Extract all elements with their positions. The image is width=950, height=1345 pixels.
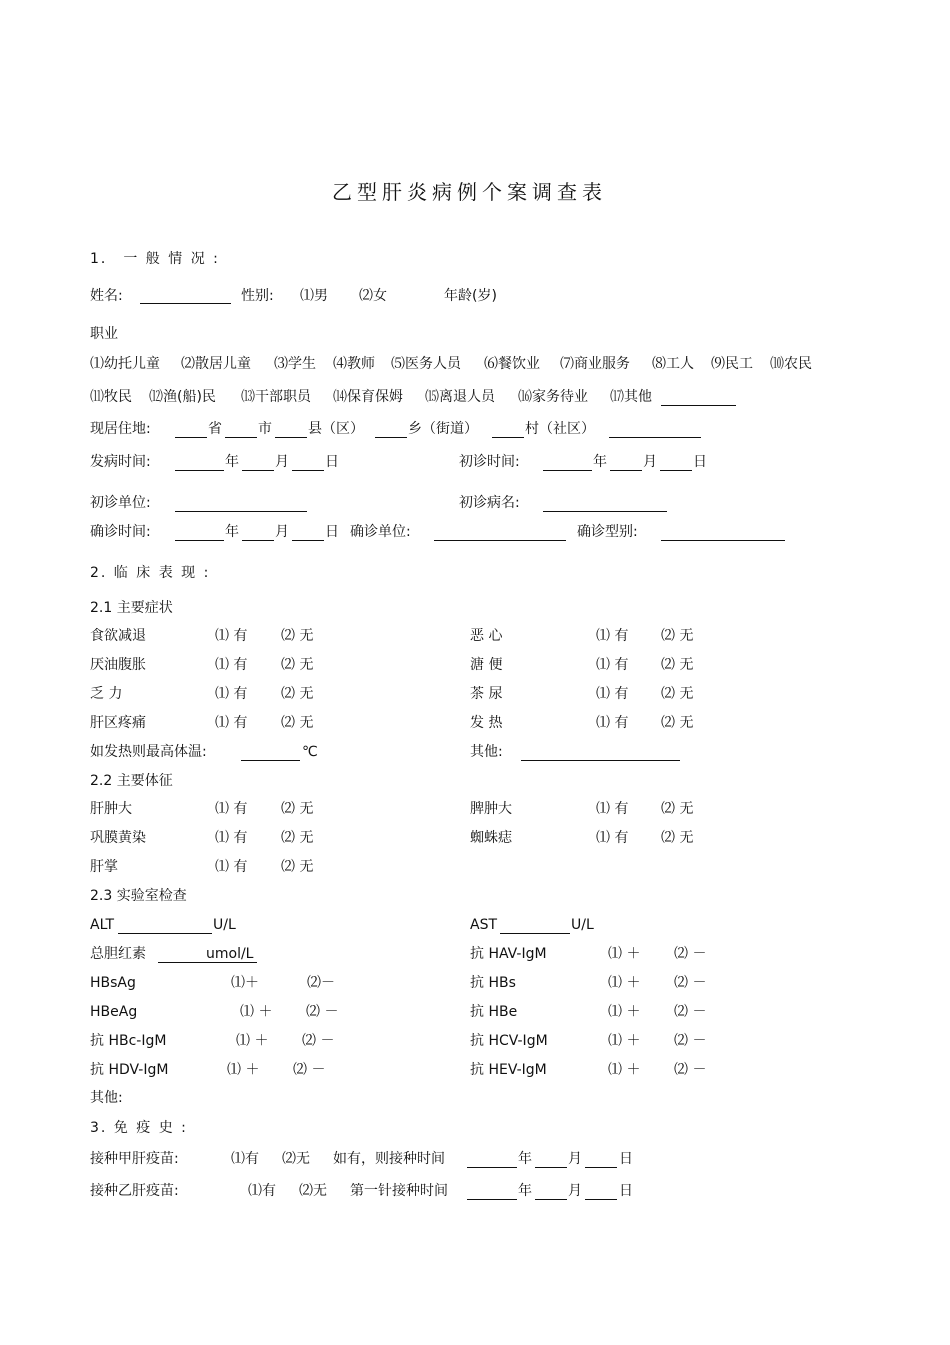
hbv-first-dose-label: 第一针接种时间	[350, 1183, 448, 1199]
ast-label: AST	[470, 917, 498, 933]
town-field[interactable]	[375, 423, 407, 438]
lab-option-positive[interactable]: ⑴ ＋	[608, 1033, 641, 1049]
symptom-option-yes[interactable]: ⑴ 有	[596, 657, 629, 673]
province-label: 省	[208, 421, 222, 437]
sign-option-no[interactable]: ⑵ 无	[281, 859, 314, 875]
symptom-option-yes[interactable]: ⑴ 有	[215, 715, 248, 731]
alt-label: ALT	[90, 917, 115, 933]
sign-label: 肝肿大	[90, 801, 132, 817]
symptom-option-yes[interactable]: ⑴ 有	[215, 686, 248, 702]
name-field[interactable]	[140, 289, 231, 304]
first-visit-month-field[interactable]	[610, 456, 642, 471]
symptom-label: 肝区疼痛	[90, 715, 146, 731]
symptom-option-yes[interactable]: ⑴ 有	[596, 715, 629, 731]
symptom-option-no[interactable]: ⑵ 无	[281, 715, 314, 731]
sign-option-yes[interactable]: ⑴ 有	[215, 859, 248, 875]
symptom-label: 溏 便	[470, 657, 503, 673]
first-diagnosis-label: 初诊病名:	[459, 495, 520, 511]
section-clinical-heading: 2. 临 床 表 现 :	[90, 565, 211, 581]
lab-option-negative[interactable]: ⑵ －	[306, 1004, 339, 1020]
lab-option-negative[interactable]: ⑵ －	[293, 1062, 326, 1078]
occupation-option[interactable]: ⑿渔(船)民	[149, 389, 216, 405]
year-label: 年	[225, 454, 239, 470]
sign-option-no[interactable]: ⑵ 无	[281, 830, 314, 846]
year-label: 年	[225, 524, 239, 540]
village-field[interactable]	[492, 423, 524, 438]
lab-test-label: 抗 HBs	[470, 975, 516, 991]
occupation-option[interactable]: ⑷教师	[333, 356, 375, 372]
county-field[interactable]	[275, 423, 307, 438]
hbv-year-field[interactable]	[467, 1185, 517, 1200]
fever-unit: ℃	[302, 744, 318, 760]
symptom-label: 恶 心	[470, 628, 503, 644]
occupation-option[interactable]: ⒂离退人员	[425, 389, 495, 405]
occupation-option[interactable]: ⑽农民	[770, 356, 812, 372]
alt-field[interactable]	[118, 919, 212, 934]
ast-field[interactable]	[500, 919, 570, 934]
onset-day-field[interactable]	[292, 456, 324, 471]
sign-option-yes[interactable]: ⑴ 有	[596, 801, 629, 817]
lab-test-label: 抗 HEV-IgM	[470, 1062, 547, 1078]
lab-option-negative[interactable]: ⑵－	[307, 975, 335, 991]
lab-option-positive[interactable]: ⑴＋	[231, 975, 259, 991]
confirm-month-field[interactable]	[242, 526, 274, 541]
lab-option-positive[interactable]: ⑴ ＋	[608, 1004, 641, 1020]
alt-unit: U/L	[213, 917, 236, 933]
symptom-option-yes[interactable]: ⑴ 有	[215, 657, 248, 673]
town-label: 乡（街道）	[408, 421, 478, 437]
occupation-option[interactable]: ⑼民工	[711, 356, 753, 372]
residence-label: 现居住地:	[90, 421, 151, 437]
symptom-label: 发 热	[470, 715, 503, 731]
occupation-option[interactable]: ⑻工人	[652, 356, 694, 372]
symptom-option-no[interactable]: ⑵ 无	[661, 657, 694, 673]
first-visit-day-field[interactable]	[660, 456, 692, 471]
lab-option-negative[interactable]: ⑵ －	[302, 1033, 335, 1049]
lab-option-positive[interactable]: ⑴ ＋	[236, 1033, 269, 1049]
city-field[interactable]	[225, 423, 257, 438]
lab-test-label: 抗 HBe	[470, 1004, 518, 1020]
hbv-option-yes[interactable]: ⑴有	[248, 1183, 276, 1199]
symptom-option-no[interactable]: ⑵ 无	[661, 715, 694, 731]
day-label: 日	[325, 524, 339, 540]
age-label: 年龄(岁)	[444, 288, 497, 304]
first-unit-field[interactable]	[175, 497, 307, 512]
lab-heading: 2.3 实验室检查	[90, 888, 187, 904]
hav-option-no[interactable]: ⑵无	[282, 1151, 310, 1167]
onset-year-field[interactable]	[175, 456, 224, 471]
occupation-option[interactable]: ⑾牧民	[90, 389, 132, 405]
county-label: 县（区）	[308, 421, 364, 437]
confirm-unit-label: 确诊单位:	[350, 524, 411, 540]
occupation-option[interactable]: ⑴幼托儿童	[90, 356, 160, 372]
symptom-option-yes[interactable]: ⑴ 有	[596, 628, 629, 644]
hbv-day-field[interactable]	[585, 1185, 617, 1200]
hav-if-label: 如有，则接种时间	[333, 1151, 445, 1167]
occupation-label: 职业	[90, 326, 118, 342]
province-field[interactable]	[175, 423, 207, 438]
lab-test-label: 抗 HDV-IgM	[90, 1062, 169, 1078]
symptom-option-no[interactable]: ⑵ 无	[661, 686, 694, 702]
section-general-heading: 1． 一 般 情 况 :	[90, 251, 220, 267]
first-diagnosis-field[interactable]	[543, 497, 667, 512]
symptom-option-yes[interactable]: ⑴ 有	[215, 628, 248, 644]
symptom-label: 乏 力	[90, 686, 123, 702]
day-label: 日	[693, 454, 707, 470]
sign-option-yes[interactable]: ⑴ 有	[596, 830, 629, 846]
sex-label: 性别:	[241, 288, 274, 304]
symptom-option-no[interactable]: ⑵ 无	[281, 628, 314, 644]
sign-option-no[interactable]: ⑵ 无	[661, 801, 694, 817]
lab-option-positive[interactable]: ⑴ ＋	[240, 1004, 273, 1020]
other-symptom-field[interactable]	[521, 746, 680, 761]
lab-option-negative[interactable]: ⑵ －	[674, 946, 707, 962]
first-visit-time-label: 初诊时间:	[459, 454, 520, 470]
sign-option-yes[interactable]: ⑴ 有	[215, 801, 248, 817]
year-label: 年	[518, 1151, 532, 1167]
sign-option-yes[interactable]: ⑴ 有	[215, 830, 248, 846]
symptoms-heading: 2.1 主要症状	[90, 600, 173, 616]
lab-option-negative[interactable]: ⑵ －	[674, 1033, 707, 1049]
sign-option-no[interactable]: ⑵ 无	[281, 801, 314, 817]
fever-temp-label: 如发热则最高体温:	[90, 744, 207, 760]
bilirubin-label: 总胆红素	[90, 946, 146, 962]
confirm-type-label: 确诊型别:	[577, 524, 638, 540]
day-label: 日	[325, 454, 339, 470]
symptom-label: 食欲减退	[90, 628, 146, 644]
lab-other-label: 其他:	[90, 1090, 123, 1106]
month-label: 月	[568, 1151, 582, 1167]
lab-option-positive[interactable]: ⑴ ＋	[608, 975, 641, 991]
symptom-label: 茶 尿	[470, 686, 503, 702]
symptom-option-yes[interactable]: ⑴ 有	[596, 686, 629, 702]
occupation-option[interactable]: ⑺商业服务	[560, 356, 630, 372]
fever-temp-field[interactable]	[241, 746, 300, 761]
village-label: 村（社区）	[525, 421, 595, 437]
hav-day-field[interactable]	[585, 1153, 617, 1168]
confirm-type-field[interactable]	[661, 526, 785, 541]
month-label: 月	[275, 454, 289, 470]
hav-vaccine-label: 接种甲肝疫苗:	[90, 1151, 179, 1167]
first-unit-label: 初诊单位:	[90, 495, 151, 511]
symptom-option-no[interactable]: ⑵ 无	[281, 657, 314, 673]
signs-heading: 2.2 主要体征	[90, 773, 173, 789]
day-label: 日	[619, 1151, 633, 1167]
month-label: 月	[275, 524, 289, 540]
lab-test-label: HBsAg	[90, 975, 136, 991]
occupation-option[interactable]: ⒀干部职员	[241, 389, 311, 405]
ast-unit: U/L	[571, 917, 594, 933]
occupation-option[interactable]: ⑹餐饮业	[484, 356, 540, 372]
lab-test-label: 抗 HCV-IgM	[470, 1033, 548, 1049]
hbv-vaccine-label: 接种乙肝疫苗:	[90, 1183, 179, 1199]
lab-option-positive[interactable]: ⑴ ＋	[227, 1062, 260, 1078]
residence-detail-field[interactable]	[609, 423, 701, 438]
day-label: 日	[619, 1183, 633, 1199]
sign-label: 肝掌	[90, 859, 118, 875]
hav-month-field[interactable]	[535, 1153, 567, 1168]
hav-option-yes[interactable]: ⑴有	[231, 1151, 259, 1167]
hbv-month-field[interactable]	[535, 1185, 567, 1200]
sign-label: 脾肿大	[470, 801, 512, 817]
sex-option-female[interactable]: ⑵女	[359, 288, 387, 304]
symptom-option-no[interactable]: ⑵ 无	[281, 686, 314, 702]
occupation-other-field[interactable]	[661, 391, 736, 406]
lab-option-negative[interactable]: ⑵ －	[674, 1062, 707, 1078]
lab-option-positive[interactable]: ⑴ ＋	[608, 1062, 641, 1078]
sex-option-male[interactable]: ⑴男	[300, 288, 328, 304]
name-label: 姓名:	[90, 288, 123, 304]
month-label: 月	[643, 454, 657, 470]
month-label: 月	[568, 1183, 582, 1199]
other-symptom-label: 其他:	[470, 744, 503, 760]
occupation-option[interactable]: ⒃家务待业	[518, 389, 588, 405]
sign-label: 巩膜黄染	[90, 830, 146, 846]
symptom-option-no[interactable]: ⑵ 无	[661, 628, 694, 644]
city-label: 市	[258, 421, 272, 437]
confirm-time-label: 确诊时间:	[90, 524, 151, 540]
year-label: 年	[593, 454, 607, 470]
bilirubin-unit: umol/L	[206, 946, 254, 962]
sign-option-no[interactable]: ⑵ 无	[661, 830, 694, 846]
occupation-option[interactable]: ⒄其他	[610, 389, 652, 405]
lab-option-negative[interactable]: ⑵ －	[674, 975, 707, 991]
confirm-day-field[interactable]	[292, 526, 324, 541]
page-title: 乙型肝炎病例个案调查表	[332, 180, 607, 204]
first-visit-year-field[interactable]	[543, 456, 592, 471]
year-label: 年	[518, 1183, 532, 1199]
onset-time-label: 发病时间:	[90, 454, 151, 470]
lab-test-label: HBeAg	[90, 1004, 138, 1020]
confirm-year-field[interactable]	[175, 526, 224, 541]
confirm-unit-field[interactable]	[434, 526, 566, 541]
lab-option-positive[interactable]: ⑴ ＋	[608, 946, 641, 962]
lab-test-label: 抗 HBc-IgM	[90, 1033, 167, 1049]
occupation-option[interactable]: ⑶学生	[274, 356, 316, 372]
occupation-option[interactable]: ⑸医务人员	[391, 356, 461, 372]
occupation-option[interactable]: ⒁保育保姆	[333, 389, 403, 405]
sign-label: 蜘蛛痣	[470, 830, 512, 846]
occupation-option[interactable]: ⑵散居儿童	[181, 356, 251, 372]
lab-test-label: 抗 HAV-IgM	[470, 946, 547, 962]
hbv-option-no[interactable]: ⑵无	[299, 1183, 327, 1199]
hav-year-field[interactable]	[467, 1153, 517, 1168]
lab-option-negative[interactable]: ⑵ －	[674, 1004, 707, 1020]
symptom-label: 厌油腹胀	[90, 657, 146, 673]
section-immunization-heading: 3. 免 疫 史 :	[90, 1120, 188, 1136]
onset-month-field[interactable]	[242, 456, 274, 471]
